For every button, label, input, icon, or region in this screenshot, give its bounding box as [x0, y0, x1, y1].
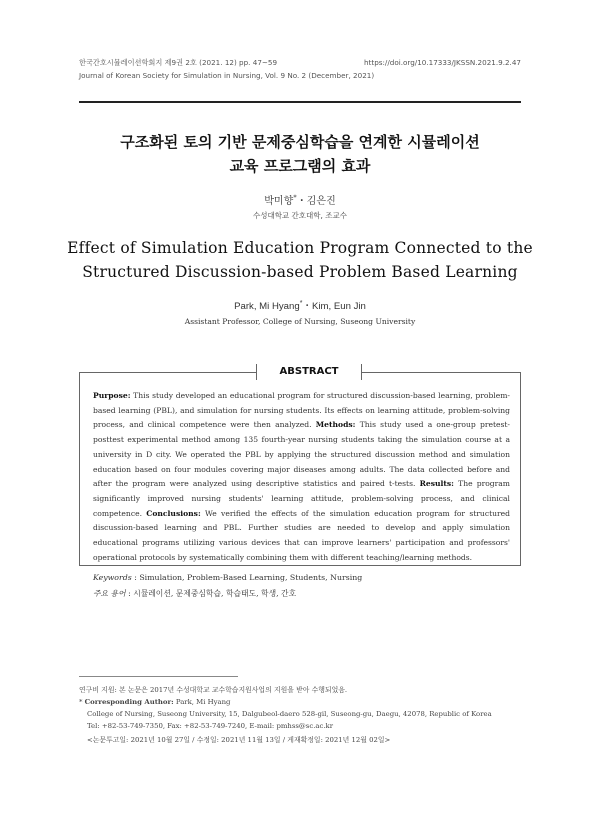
keywords-en [93, 573, 362, 582]
funding-note: 연구비 지원: 본 논문은 2017년 수성대학교 교수학습지원사업의 지원을 받아 수행되었음. [79, 686, 348, 694]
author-separator: ・ [296, 196, 307, 207]
author-en-2: Kim, Eun Jin [312, 301, 366, 312]
submission-dates: <논문투고일: 2021년 10월 27일 / 수정일: 2021년 11월 13일 / 게재확정일: 2021년 12월 02일> [87, 736, 391, 744]
purpose-text: This study developed an educational program for structured discussion-based learning, problem-based learning (PBL), and simulation for nursing students. Its effects on learning attitude, problem-solving process, and clinical competence were then analyzed. [93, 391, 510, 430]
author-contact: Tel: +82-53-749-7350, Fax: +82-53-749-7240, E-mail: pmhss@sc.ac.kr [87, 722, 334, 730]
corr-star: * [79, 698, 83, 706]
corresponding-mark: * [293, 193, 297, 202]
corr-name: Park, Mi Hyang [173, 698, 231, 706]
author-separator-en: ・ [302, 301, 313, 312]
keywords-en-label: Keywords [93, 573, 132, 582]
author-ko-2: 김은진 [306, 196, 336, 207]
keywords-ko [93, 588, 296, 599]
purpose-label: Purpose: [93, 391, 131, 400]
keywords-en-values: : Simulation, Problem-Based Learning, Students, Nursing [131, 573, 363, 582]
conclusions-text: We verified the effects of the simulation education program for structured discussion-based learning and PBL. Further studies are needed to develop and apply simulation educational programs utilizing various devices that can improve learners' participation and professors' operational protocols by systematically combining them with different teaching/learning methods. [93, 508, 510, 562]
journal-header-ko: 한국간호시뮬레이션학회지 제9권 2호 (2021. 12) pp. 47~59 [79, 58, 278, 67]
journal-header-en: Journal of Korean Society for Simulation in Nursing, Vol. 9 No. 2 (December, 2021) [79, 71, 375, 80]
methods-text: This study used a one-group pretest-posttest experimental method among 135 fourth-year nursing students taking the simulation course at a university in D city. We operated the PBL by applying the structured discussion method and simulation education based on four modules covering major diseases among adults. The data collected before and after the program were analyzed using descriptive statistics and paired t-tests. [93, 420, 511, 489]
footnote-rule [79, 676, 238, 677]
affiliation-ko: 수성대학교 간호대학, 조교수 [252, 211, 348, 220]
abstract-body [93, 389, 510, 565]
title-ko-line1: 구조화된 토의 기반 문제중심학습을 연계한 시뮬레이션 [120, 133, 480, 151]
title-en-line1: Effect of Simulation Education Program Connected to the [67, 239, 533, 257]
title-ko-line2: 교육 프로그램의 효과 [229, 157, 371, 175]
results-text: The program significantly improved nursing students' learning attitude, problem-solving process, and clinical competence. [93, 479, 510, 518]
corresponding-mark-en: * [299, 299, 303, 307]
abstract-heading: ABSTRACT [256, 364, 362, 380]
corr-label: Corresponding Author: [84, 698, 174, 706]
affiliation-en: Assistant Professor, College of Nursing, Suseong University [184, 317, 416, 326]
keywords-ko-label: 주요 용어 [93, 589, 126, 598]
corresponding-author [79, 698, 230, 706]
authors-en [0, 298, 600, 312]
author-en-1: Park, Mi Hyang [234, 301, 300, 312]
title-en-line2: Structured Discussion-based Problem Based Learning [82, 263, 518, 281]
authors-ko [0, 192, 600, 207]
header-rule [79, 101, 521, 103]
results-label: Results: [419, 479, 454, 489]
doi-link[interactable]: https://doi.org/10.17333/JKSSN.2021.9.2.47 [364, 58, 521, 67]
methods-label: Methods: [315, 420, 356, 430]
conclusions-label: Conclusions: [146, 508, 201, 518]
keywords-ko-values: : 시뮬레이션, 문제중심학습, 학습태도, 학생, 간호 [125, 589, 297, 598]
author-ko-1: 박미향 [264, 196, 294, 207]
author-address: College of Nursing, Suseong University, 15, Dalgubeol-daero 528-gil, Suseong-gu, Daegu, 42078, Republic of Korea [87, 710, 492, 718]
